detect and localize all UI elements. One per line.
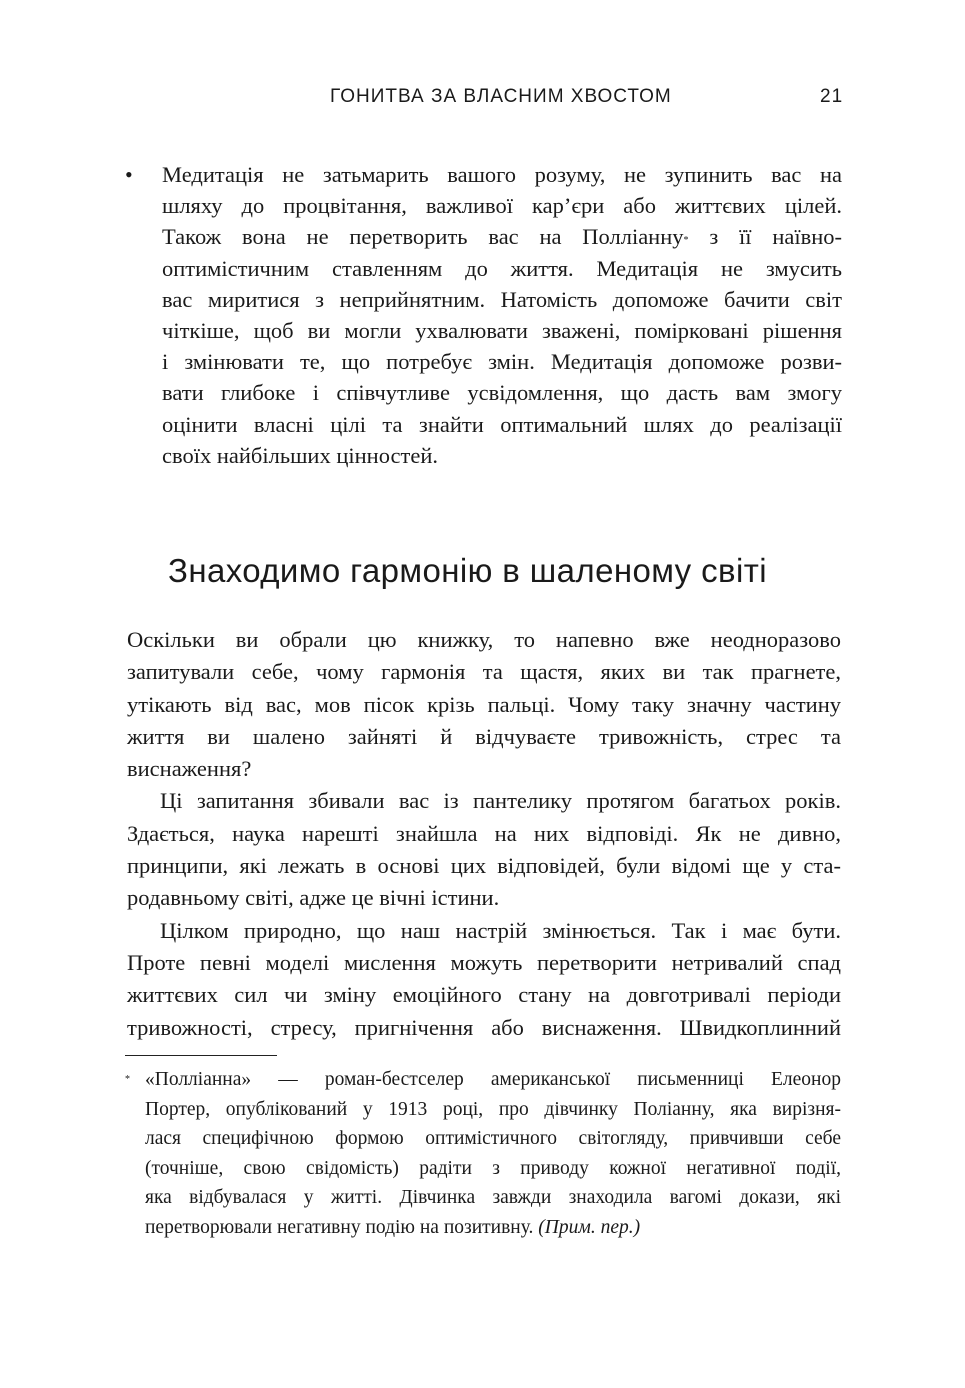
text-line: Оскільки ви обрали цю книжку, то напевно вже неодноразово <box>127 627 841 652</box>
text-line: утікають від вас, мов пісок крізь пальці. Чому таку значну частину <box>127 691 841 717</box>
text-line: Цілком природно, що наш настрій змінюється. Так і має бути. <box>160 917 841 943</box>
text-line: (точніше, свою свідомість) радіти з приводу кожної негативної події, <box>145 1157 841 1179</box>
text-line: виснаження? <box>127 756 252 782</box>
text-line: шляху до процвітання, важливої кар’єри або життєвих цілей. <box>162 193 842 219</box>
text-fragment: з її наївно- <box>688 224 843 250</box>
text-line: Здається, наука нарешті знайшла на них відповіді. Як не дивно, <box>127 820 841 846</box>
text-fragment: перетворювали негативну подію на позитивну. <box>145 1216 539 1238</box>
text-line: тривожності, стресу, пригнічення або виснаження. Швидкоплинний <box>127 1014 841 1040</box>
text-line: вати глибоке і співчутливе усвідомлення, що дасть вам змогу <box>162 380 842 406</box>
footnote-divider <box>125 1055 277 1056</box>
text-line: життєвих сил чи зміну емоційного стану на довготривалі періоди <box>127 982 841 1008</box>
text-line: Ці запитання збивали вас із пантелику протягом багатьох років. <box>160 788 841 814</box>
footnote-marker: * <box>125 1074 130 1085</box>
text-line <box>162 221 842 252</box>
text-line: своїх найбільших цінностей. <box>162 442 438 468</box>
text-line: «Полліанна» — роман-бестселер американської письменниці Елеонор <box>145 1069 841 1090</box>
text-line: принципи, які лежать в основі цих відповідей, були відомі ще у ста- <box>127 853 841 879</box>
text-line: Портер, опублікований у 1913 році, про дівчинку Поліанну, яка вирізня- <box>145 1098 841 1120</box>
text-line: родавньому світі, адже це вічні істини. <box>127 885 500 911</box>
bullet-text <box>162 159 842 471</box>
text-line: чіткіше, щоб ви могли ухвалювати зважені, помірковані рішення <box>162 317 842 343</box>
text-line: запитували себе, чому гармонія та щастя, яких ви так прагнете, <box>127 659 841 685</box>
text-line: вас миритися з неприйнятним. Натомість допоможе бачити світ <box>162 286 842 312</box>
text-line: яка відбувалася у житті. Дівчинка завжди знаходила вагомі докази, які <box>145 1187 841 1209</box>
text-line: життя ви шалено зайняті й відчуваєте тривожність, стрес та <box>127 723 841 749</box>
section-heading: Знаходимо гармонію в шаленому світі <box>168 552 767 589</box>
footnote <box>125 1065 841 1243</box>
text-line: оцінити власні цілі та знайти оптимальний шлях до реалізації <box>162 411 842 437</box>
text-line: і змінювати те, що потребує змін. Медитація допоможе розви- <box>162 349 842 375</box>
footnote-reference[interactable]: * <box>683 235 689 247</box>
bullet-paragraph <box>125 159 842 471</box>
body-text <box>127 624 841 1044</box>
footnote-text <box>145 1065 841 1243</box>
text-line: Медитація не затьмарить вашого розуму, не зупинить вас на <box>162 162 842 187</box>
running-title: ГОНИТВА ЗА ВЛАСНИМ ХВОСТОМ <box>330 86 672 107</box>
text-fragment: Також вона не перетворить вас на Полліанну <box>162 224 684 250</box>
text-line: лася специфічною формою оптимістичного світогляду, привчивши себе <box>145 1128 841 1150</box>
text-line: Проте певні моделі мислення можуть перетворити нетривалий спад <box>127 949 841 975</box>
text-line: оптимістичним ставленням до життя. Медитація не змусить <box>162 255 842 281</box>
text-line <box>145 1213 841 1243</box>
page-number: 21 <box>820 86 844 107</box>
bullet-marker: • <box>125 162 133 187</box>
translator-note: (Прим. пер.) <box>538 1216 641 1238</box>
